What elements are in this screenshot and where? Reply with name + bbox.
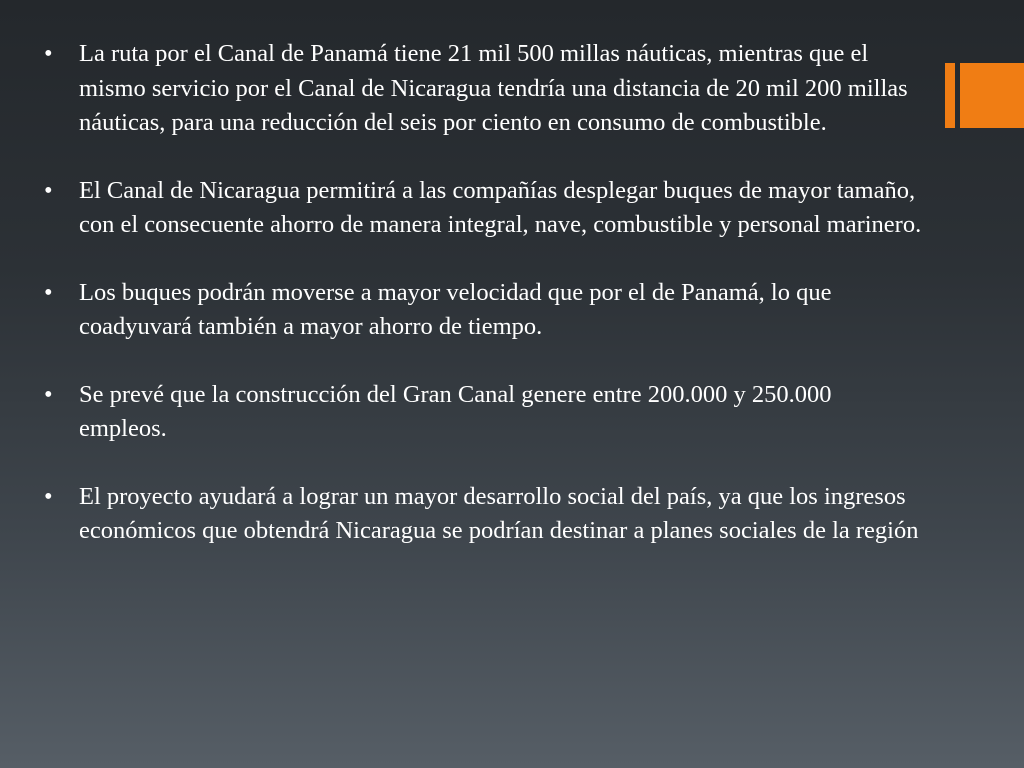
bullet-dot: • (44, 40, 53, 67)
accent-thick-bar (960, 63, 1024, 128)
bullet-text: Los buques podrán moverse a mayor velocidad que por el de Panamá, lo que coadyuvará también a mayor ahorro de tiempo. (79, 278, 832, 340)
bullet-dot: • (44, 278, 53, 306)
accent-thin-bar (945, 63, 955, 128)
bullet-item (44, 37, 924, 141)
bullet-item (44, 378, 924, 447)
bullet-text: Se prevé que la construcción del Gran Canal genere entre 200.000 y 250.000 empleos. (79, 380, 832, 442)
bullet-text: El proyecto ayudará a lograr un mayor desarrollo social del país, ya que los ingresos económicos que obtendrá Nicaragua se podrían destinar a planes sociales de la región (79, 482, 919, 544)
bullet-item (44, 480, 924, 549)
bullet-text: La ruta por el Canal de Panamá tiene 21 mil 500 millas náuticas, mientras que el mismo servicio por el Canal de Nicaragua tendría una distancia de 20 mil 200 millas náuticas, para una reducción del seis por ciento en consumo de combustible. (79, 40, 908, 136)
bullet-list (44, 37, 924, 549)
bullet-dot: • (44, 176, 53, 204)
bullet-dot: • (44, 482, 53, 510)
bullet-item (44, 276, 924, 345)
bullet-text: El Canal de Nicaragua permitirá a las compañías desplegar buques de mayor tamaño, con el consecuente ahorro de manera integral, nave, combustible y personal marinero. (79, 176, 922, 238)
bullet-item (44, 174, 924, 243)
bullet-dot: • (44, 380, 53, 408)
